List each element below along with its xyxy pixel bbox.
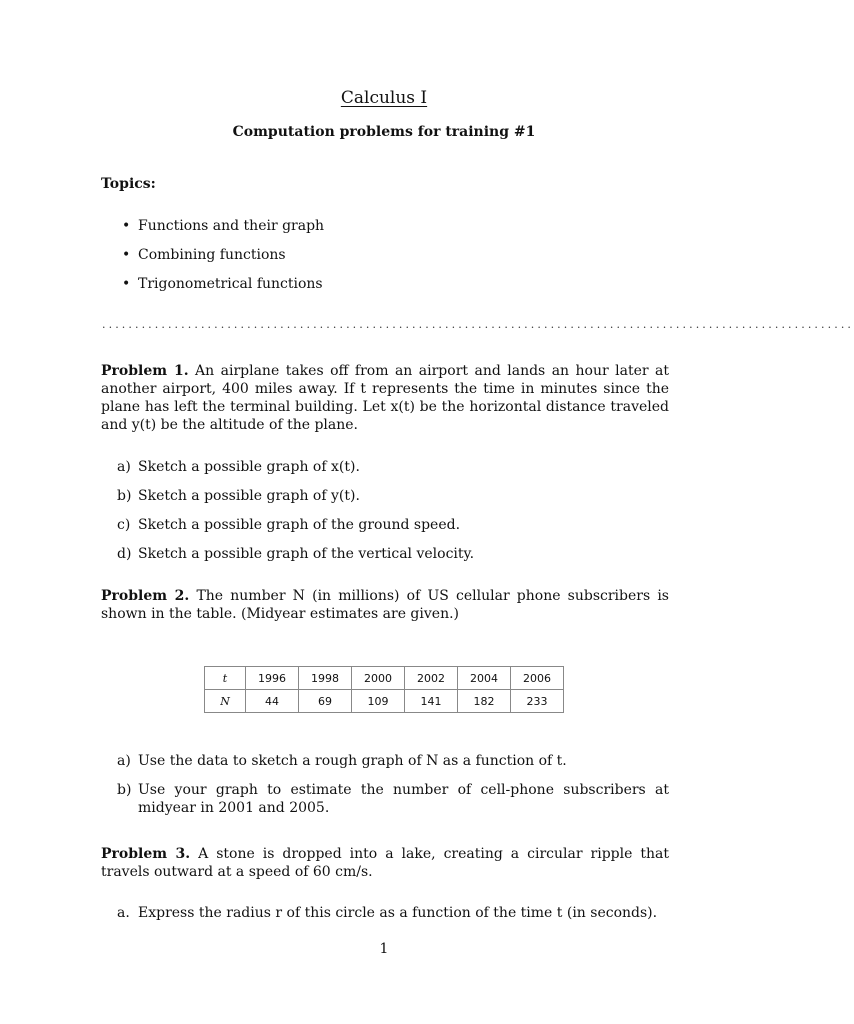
topic-label: Functions and their graph (138, 218, 325, 234)
topic-item (122, 274, 324, 303)
problem-3-text: A stone is dropped into a lake, creating a circular ripple that travels outward at a speed of 60 cm/s. (101, 846, 669, 880)
document-subtitle: Computation problems for training #1 (232, 124, 536, 140)
problem-2-statement (101, 587, 669, 623)
table-cell: 2002 (405, 667, 458, 690)
problem-1-parts (117, 458, 669, 563)
part-text: Express the radius r of this circle as a function of the time t (in seconds). (138, 905, 658, 921)
topic-label: Trigonometrical functions (138, 276, 323, 292)
part-text: Sketch a possible graph of the ground speed. (138, 517, 461, 533)
problem-1-text: An airplane takes off from an airport and lands an hour later at another airport, 400 miles away. If t represents the time in minutes since the plane has left the terminal building. Let x(t) be the horizontal distance traveled and y(t) be the altitude of the plane. (101, 363, 669, 433)
table-cell: 44 (246, 690, 299, 713)
bullet-icon: • (122, 276, 131, 292)
table-cell: 69 (299, 690, 352, 713)
bullet-icon: • (122, 247, 131, 263)
problem-2-parts (117, 752, 669, 817)
table-cell: 1998 (299, 667, 352, 690)
table-cell: 2000 (352, 667, 405, 690)
table-row (205, 690, 564, 713)
part-label: b) (117, 782, 132, 798)
part-label: a) (117, 459, 131, 475)
subscribers-table (204, 666, 564, 713)
page-number: 1 (379, 941, 389, 957)
table-cell: 2004 (458, 667, 511, 690)
table-cell: 1996 (246, 667, 299, 690)
topics-heading: Topics: (101, 176, 156, 192)
table-row (205, 667, 564, 690)
table-row-label: N (205, 690, 246, 713)
problem-3-statement (101, 845, 669, 881)
part-label: b) (117, 488, 132, 504)
part-text: Use your graph to estimate the number of cell-phone subscribers at midyear in 2001 and 2005. (138, 782, 669, 816)
part-label: a) (117, 753, 131, 769)
list-item (117, 458, 669, 476)
problem-2-label: Problem 2. (101, 588, 190, 604)
problem-3-parts (117, 904, 669, 922)
topic-item (122, 245, 324, 274)
part-label: a. (117, 905, 130, 921)
table-cell: 109 (352, 690, 405, 713)
part-text: Sketch a possible graph of x(t). (138, 459, 360, 475)
topic-item (122, 216, 324, 245)
part-text: Use the data to sketch a rough graph of N as a function of t. (138, 753, 567, 769)
table-cell: 233 (511, 690, 564, 713)
table-cell: 2006 (511, 667, 564, 690)
table-cell: 182 (458, 690, 511, 713)
part-text: Sketch a possible graph of y(t). (138, 488, 360, 504)
list-item (117, 904, 669, 922)
problem-2-text: The number N (in millions) of US cellular phone subscribers is shown in the table. (Midyear estimates are given.) (101, 588, 669, 622)
problem-3-label: Problem 3. (101, 846, 191, 862)
list-item (117, 516, 669, 534)
part-text: Sketch a possible graph of the vertical velocity. (138, 546, 475, 562)
list-item (117, 781, 669, 817)
problem-1-statement (101, 362, 669, 434)
list-item (117, 487, 669, 505)
list-item (117, 752, 669, 770)
table-cell: 141 (405, 690, 458, 713)
document-title: Calculus I (340, 88, 428, 108)
topic-label: Combining functions (138, 247, 286, 263)
table-row-label: t (205, 667, 246, 690)
bullet-icon: • (122, 218, 131, 234)
part-label: c) (117, 517, 131, 533)
part-label: d) (117, 546, 132, 562)
list-item (117, 545, 669, 563)
topics-list (122, 216, 324, 303)
dotted-separator: .................................................................................................................. (102, 318, 854, 331)
problem-1-label: Problem 1. (101, 363, 189, 379)
